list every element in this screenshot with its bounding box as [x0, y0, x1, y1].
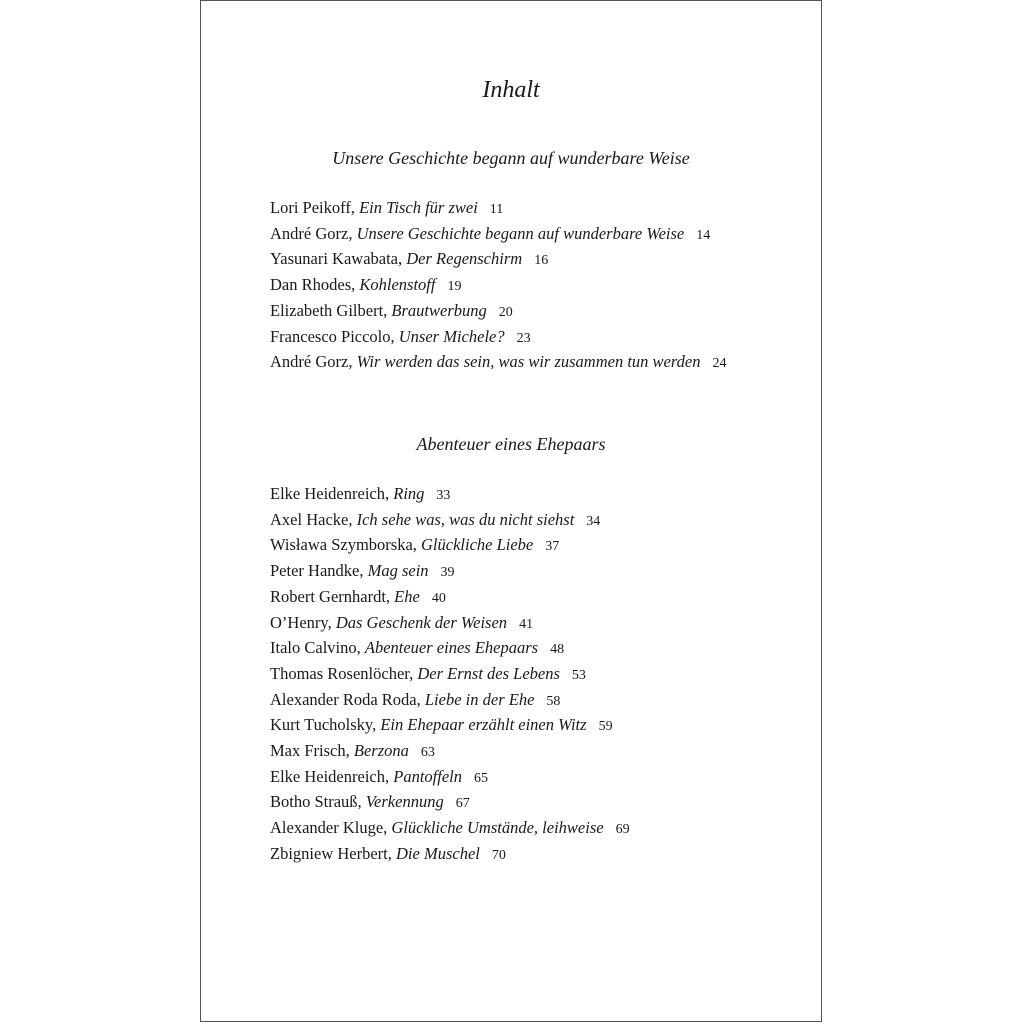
entry-work-title: Abenteuer eines Ehepaars	[364, 638, 539, 658]
toc-entry	[270, 713, 750, 739]
toc-entry	[270, 325, 750, 351]
entry-author: O’Henry,	[270, 612, 336, 632]
entry-work-title: Verkennung	[365, 792, 444, 812]
entry-page-number: 39	[440, 565, 455, 581]
toc-entry	[270, 350, 750, 376]
entry-work-title: Brautwerbung	[391, 300, 487, 320]
entry-page-number: 11	[489, 202, 504, 217]
toc-entry	[270, 508, 750, 534]
entry-page-number: 20	[498, 304, 513, 320]
toc-entry	[270, 533, 750, 559]
toc-entry	[270, 585, 750, 611]
toc-entry	[270, 790, 750, 816]
entry-page-number: 67	[455, 796, 470, 812]
entry-page-number: 41	[519, 616, 534, 632]
entry-work-title: Der Ernst des Lebens	[417, 663, 560, 683]
entry-author: Robert Gernhardt,	[270, 586, 395, 606]
entry-work-title: Pantoffeln	[393, 766, 462, 786]
entry-author: Wisława Szymborska,	[270, 535, 422, 555]
entry-page-number: 58	[546, 693, 561, 709]
entry-page-number: 24	[712, 356, 727, 372]
page-title: Inhalt	[482, 77, 540, 103]
entry-page-number: 14	[696, 227, 711, 243]
toc-entry	[270, 196, 750, 222]
entry-page-number: 34	[586, 513, 601, 529]
entry-author: Elizabeth Gilbert,	[270, 300, 392, 320]
entry-work-title: Ein Tisch für zwei	[359, 198, 478, 217]
entry-page-number: 23	[516, 330, 531, 346]
entry-page-number: 48	[550, 642, 565, 658]
entry-author: Alexander Kluge,	[270, 818, 392, 838]
entry-work-title: Berzona	[353, 741, 409, 761]
entry-author: Dan Rhodes,	[270, 275, 360, 295]
entry-author: Francesco Piccolo,	[270, 326, 399, 346]
entry-page-number: 40	[431, 590, 446, 606]
entry-page-number: 69	[615, 822, 630, 838]
entry-page-number: 65	[473, 770, 488, 786]
toc-entry	[270, 247, 750, 273]
entry-author: André Gorz,	[270, 352, 357, 372]
entry-work-title: Kohlenstoff	[359, 275, 436, 295]
entry-author: Botho Strauß,	[270, 792, 366, 812]
entry-work-title: Ich sehe was, was du nicht siehst	[356, 509, 575, 529]
toc-entry	[270, 559, 750, 585]
entry-page-number: 19	[447, 279, 462, 295]
entry-author: Max Frisch,	[270, 741, 354, 761]
toc-entry	[270, 273, 750, 299]
entry-page-number: 59	[598, 719, 613, 735]
toc-entry	[270, 299, 750, 325]
entry-work-title: Der Regenschirm	[406, 249, 523, 269]
entry-work-title: Liebe in der Ehe	[424, 689, 535, 709]
entry-page-number: 53	[571, 667, 586, 683]
entry-work-title: Glückliche Liebe	[421, 535, 534, 555]
entry-page-number: 37	[545, 539, 560, 555]
entry-author: Elke Heidenreich,	[270, 766, 394, 786]
entry-author: André Gorz,	[270, 223, 357, 243]
entry-work-title: Das Geschenk der Weisen	[335, 612, 508, 632]
toc-list	[270, 482, 750, 868]
entry-author: Zbigniew Herbert,	[270, 843, 396, 863]
entry-work-title: Ein Ehepaar erzählt einen Witz	[380, 715, 587, 735]
entry-author: Elke Heidenreich,	[270, 484, 394, 503]
toc-entry	[270, 739, 750, 765]
entry-work-title: Die Muschel	[396, 843, 480, 863]
entry-page-number: 70	[491, 847, 506, 863]
entry-author: Peter Handke,	[270, 561, 368, 581]
entry-work-title: Glückliche Umstände, leihweise	[391, 818, 604, 838]
toc-entry	[270, 611, 750, 637]
entry-author: Lori Peikoff,	[270, 198, 360, 217]
entry-work-title: Unser Michele?	[398, 326, 505, 346]
entry-author: Kurt Tucholsky,	[270, 715, 381, 735]
entry-work-title: Ehe	[394, 586, 420, 606]
entry-author: Thomas Rosenlöcher,	[270, 663, 418, 683]
toc-entry	[270, 482, 750, 508]
section-title: Abenteuer eines Ehepaars	[416, 434, 606, 454]
entry-page-number: 33	[436, 488, 451, 503]
entry-author: Italo Calvino,	[270, 638, 365, 658]
toc-entry	[270, 222, 750, 248]
book-page	[200, 0, 822, 1022]
entry-work-title: Ring	[393, 484, 425, 503]
entry-author: Yasunari Kawabata,	[270, 249, 407, 269]
toc-entry	[270, 662, 750, 688]
toc-entry	[270, 816, 750, 842]
toc-entry	[270, 636, 750, 662]
entry-work-title: Wir werden das sein, was wir zusammen tun werden	[356, 352, 701, 372]
toc-entry	[270, 842, 750, 868]
entry-author: Alexander Roda Roda,	[270, 689, 425, 709]
section-title: Unsere Geschichte begann auf wunderbare Weise	[332, 148, 690, 168]
entry-work-title: Unsere Geschichte begann auf wunderbare Weise	[356, 223, 685, 243]
entry-author: Axel Hacke,	[270, 509, 357, 529]
toc-entry	[270, 688, 750, 714]
entry-page-number: 63	[420, 745, 435, 761]
toc-entry	[270, 765, 750, 791]
entry-work-title: Mag sein	[367, 561, 429, 581]
toc-list	[270, 196, 750, 376]
entry-page-number: 16	[534, 253, 549, 269]
